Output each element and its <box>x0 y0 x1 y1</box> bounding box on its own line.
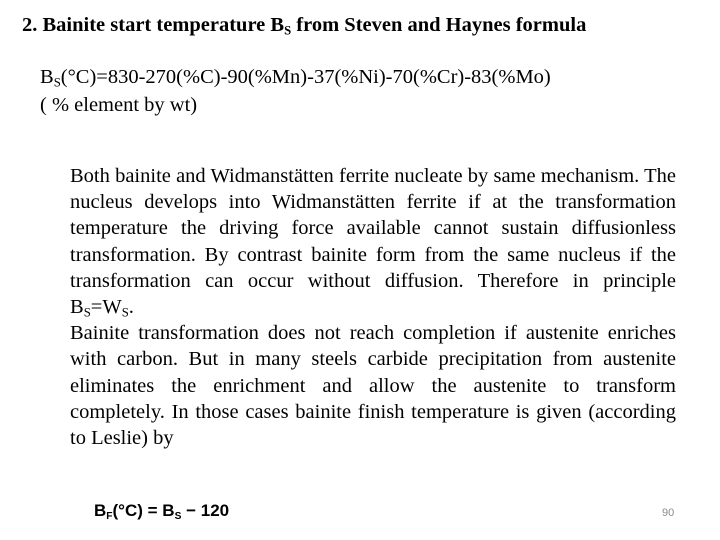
formula-line: $B_S(^\circ C)=830-270(\%C)-90(\%Mn)-37(\%Ni)-70(\%Cr)-83(\%Mo)$ <box>40 66 551 90</box>
start-temperature-formula <box>40 63 700 119</box>
finish-temperature-formula: $B_F(^\circ C) = B_S - 120$ <box>94 501 230 523</box>
paragraph-completion: Bainite transformation does not reach completion if austenite enriches with carbon. But in many steels carbide precipitation from austenite eliminates the enrichment and allow the austenite to transform completely. In those cases bainite finish temperature is given (according to Leslie) by <box>70 322 676 450</box>
formula-note: ( % element by wt) <box>40 94 198 116</box>
body-text <box>70 163 676 451</box>
page-number: 90 <box>662 507 675 519</box>
slide-title: 2. Bainite start temperature $B_S$ from Steven and Haynes formula <box>22 14 587 38</box>
paragraph-nucleation: Both bainite and Widmanstätten ferrite nucleate by same mechanism. The nucleus develops into Widmanstätten ferrite if at the transformation temperature the driving force available cannot sustain diffusionless transformation. By contrast bainite form from the same nucleus if the transformation can occur without diffusion. Therefore in principle $B_S=W_S$. <box>70 165 676 320</box>
